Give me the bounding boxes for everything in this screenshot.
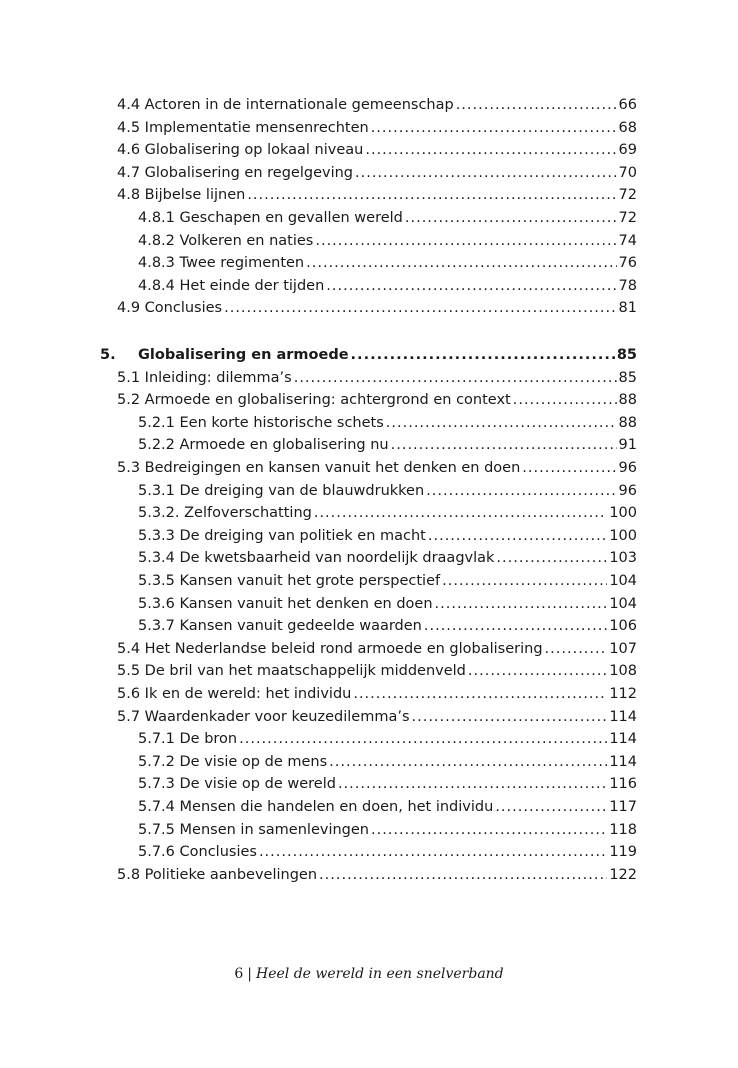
toc-entry-number: 4.6 [117, 142, 141, 159]
toc-entry[interactable] [138, 728, 637, 750]
toc-entry-text: Waardenkader voor keuzedilemma’s [144, 708, 410, 725]
toc-entry-number: 5.1 [117, 369, 141, 386]
toc-entry[interactable] [138, 819, 637, 841]
toc-entry-title [138, 230, 313, 252]
toc-entry[interactable] [117, 297, 637, 319]
toc-entry-text: Het Nederlandse beleid rond armoede en globalisering [144, 640, 543, 657]
toc-page-number: 122 [609, 866, 637, 883]
toc-entry-text: Inleiding: dilemma’s [144, 369, 292, 386]
toc-entry-text: De kwetsbaarheid van noordelijk draagvlak [179, 550, 495, 567]
toc-entry-number: 5.3.4 [138, 550, 175, 567]
toc-entry-text: De dreiging van politiek en macht [179, 527, 426, 544]
toc-entry[interactable] [138, 796, 637, 818]
toc-dot-leader [428, 525, 607, 547]
toc-entry-number: 5.2.2 [138, 437, 175, 454]
toc-page-number: 91 [618, 437, 637, 454]
toc-entry[interactable] [138, 502, 637, 524]
toc-entry[interactable] [117, 117, 637, 139]
toc-page-number: 108 [609, 663, 637, 680]
toc-entry[interactable] [138, 841, 637, 863]
toc-entry-text: Bijbelse lijnen [144, 187, 246, 204]
toc-entry-title [138, 207, 403, 229]
toc-entry-number: 4.7 [117, 164, 141, 181]
toc-entry-title [117, 683, 351, 705]
toc-entry[interactable] [138, 434, 637, 456]
toc-entry[interactable] [117, 389, 637, 411]
toc-page-number: 114 [609, 731, 637, 748]
toc-entry-title [138, 728, 237, 750]
toc-entry[interactable] [138, 230, 637, 252]
toc-entry-text: Kansen vanuit het denken en doen [179, 595, 433, 612]
toc-entry[interactable] [138, 751, 637, 773]
toc-dot-leader [468, 660, 607, 682]
toc-entry-title [117, 184, 245, 206]
toc-page-number: 104 [609, 595, 637, 612]
toc-page-number: 114 [609, 708, 637, 725]
toc-page-number: 74 [618, 232, 637, 249]
toc-entry-number: 5.3.2. [138, 505, 180, 522]
footer-page-number: 6 [234, 966, 244, 982]
toc-dot-leader [314, 502, 607, 524]
toc-entry[interactable] [138, 570, 637, 592]
toc-page-number: 106 [609, 618, 637, 635]
toc-entry-number: 5.3 [117, 460, 141, 476]
toc-entry-text: Globalisering en armoede [138, 347, 349, 363]
toc-entry-text: Mensen die handelen en doen, het individu [179, 799, 494, 815]
toc-entry-title [138, 434, 389, 456]
toc-dot-leader [355, 162, 617, 184]
toc-dot-leader [435, 593, 608, 615]
toc-dot-leader [319, 864, 607, 886]
toc-entry-title [117, 389, 511, 411]
toc-dot-leader [391, 434, 617, 456]
toc-entry-number: 4.8.3 [138, 255, 175, 272]
toc-dot-leader [424, 615, 607, 637]
toc-entry-title [117, 367, 292, 389]
toc-entry-number: 5.3.3 [138, 527, 175, 544]
toc-dot-leader [259, 841, 607, 863]
toc-entry-number: 5.3.6 [138, 595, 175, 612]
toc-dot-leader [329, 751, 607, 773]
toc-entry[interactable] [117, 864, 637, 886]
toc-entry-title [117, 457, 520, 479]
toc-entry-title [117, 94, 454, 116]
toc-entry[interactable] [117, 162, 637, 184]
toc-entry-title [117, 706, 410, 728]
toc-entry[interactable] [138, 252, 637, 274]
toc-page-number: 116 [609, 776, 637, 793]
footer-book-title: Heel de wereld in een snelverband [255, 966, 504, 982]
toc-page-number: 85 [618, 369, 637, 386]
toc-dot-leader [371, 819, 607, 841]
toc-dot-leader [224, 297, 616, 319]
toc-page-number: 103 [609, 550, 637, 567]
footer-separator: | [247, 966, 252, 982]
toc-entry[interactable] [117, 94, 637, 116]
toc-entry-number: 5.7.1 [138, 731, 175, 748]
toc-page-number: 69 [618, 142, 637, 159]
toc-entry-text: De bron [179, 731, 238, 748]
toc-entry-number: 5.3.1 [138, 482, 175, 499]
toc-page-number: 107 [609, 640, 637, 657]
toc-page-number: 118 [609, 821, 637, 838]
toc-entry-text: Kansen vanuit het grote perspectief [179, 573, 441, 589]
toc-dot-leader [315, 230, 616, 252]
toc-entry-number: 5.2 [117, 392, 141, 409]
toc-entry-number: 5. [100, 347, 116, 363]
toc-dot-leader [412, 706, 608, 728]
toc-entry[interactable] [138, 615, 637, 637]
toc-entry-text: Armoede en globalisering nu [179, 437, 389, 454]
toc-entry-title [138, 502, 312, 524]
toc-entry-text: Een korte historische schets [179, 414, 384, 431]
toc-page-number: 88 [618, 392, 637, 409]
toc-page-number: 70 [618, 164, 637, 181]
toc-entry-title [117, 162, 353, 184]
toc-page-number: 117 [609, 799, 637, 815]
toc-entry-title [138, 480, 424, 502]
toc-entry-number: 5.7 [117, 708, 141, 725]
toc-entry-text: Globalisering op lokaal niveau [144, 142, 364, 159]
toc-dot-leader [545, 638, 608, 660]
page-footer [0, 966, 738, 982]
toc-page-number: 96 [618, 460, 637, 476]
toc-entry-title [138, 593, 433, 615]
toc-chapter-entry[interactable] [100, 344, 637, 366]
toc-page-number: 100 [609, 527, 637, 544]
toc-entry-title [117, 117, 369, 139]
toc-entry-title [138, 615, 422, 637]
toc-entry-number: 5.7.4 [138, 799, 175, 815]
toc-dot-leader [239, 728, 607, 750]
toc-page-number: 119 [609, 844, 637, 861]
toc-page-number: 104 [609, 573, 637, 589]
toc-dot-leader [294, 367, 617, 389]
toc-entry-number: 4.9 [117, 300, 141, 317]
toc-entry[interactable] [138, 773, 637, 795]
toc-entry-number: 4.4 [117, 97, 141, 113]
toc-entry-number: 4.8.1 [138, 210, 175, 226]
toc-entry[interactable] [138, 480, 637, 502]
toc-entry[interactable] [138, 547, 637, 569]
toc-entry-text: Armoede en globalisering: achtergrond en context [144, 392, 511, 409]
toc-entry-title [117, 638, 543, 660]
toc-entry-number: 5.7.2 [138, 753, 175, 770]
toc-dot-leader [495, 796, 607, 818]
toc-entry-text: Ik en de wereld: het individu [144, 686, 352, 702]
toc-entry-number: 4.8.2 [138, 232, 175, 249]
toc-dot-leader [513, 389, 617, 411]
toc-entry-number: 5.4 [117, 640, 141, 657]
toc-page-number: 112 [609, 686, 637, 702]
toc-entry-title [117, 864, 317, 886]
toc-entry-title [138, 547, 494, 569]
toc-entry-text: De bril van het maatschappelijk middenveld [144, 663, 466, 680]
toc-entry[interactable] [138, 207, 637, 229]
toc-entry-title [117, 297, 222, 319]
toc-entry-text: De visie op de wereld [179, 776, 336, 793]
toc-dot-leader [522, 457, 616, 479]
toc-page-number: 66 [618, 97, 637, 113]
toc-page-number: 72 [618, 187, 637, 204]
toc-entry[interactable] [138, 412, 637, 434]
toc-entry-text: Politieke aanbevelingen [144, 866, 318, 883]
toc-entry[interactable] [117, 139, 637, 161]
toc-entry[interactable] [117, 184, 637, 206]
toc-dot-leader [496, 547, 607, 569]
toc-entry-text: Volkeren en naties [179, 232, 314, 249]
toc-dot-leader [365, 139, 616, 161]
toc-entry-title [138, 796, 493, 818]
toc-entry-title [138, 525, 426, 547]
toc-entry-title [138, 751, 327, 773]
toc-entry-title [117, 660, 466, 682]
toc-entry-text: Globalisering en regelgeving [144, 164, 353, 181]
toc-dot-leader [306, 252, 616, 274]
toc-page-number: 100 [609, 505, 637, 522]
toc-entry-number: 5.6 [117, 686, 141, 702]
toc-page-number: 72 [618, 210, 637, 226]
toc-entry[interactable] [117, 638, 637, 660]
toc-entry-text: Mensen in samenlevingen [179, 821, 369, 838]
toc-dot-leader [405, 207, 617, 229]
toc-entry[interactable] [117, 660, 637, 682]
toc-entry-text: Implementatie mensenrechten [144, 119, 369, 136]
toc-entry-text: De dreiging van de blauwdrukken [179, 482, 425, 499]
toc-entry-title [100, 344, 349, 366]
toc-entry-number: 5.5 [117, 663, 141, 680]
toc-dot-leader [442, 570, 607, 592]
toc-dot-leader [326, 275, 616, 297]
toc-page-number: 96 [618, 482, 637, 499]
toc-entry-text: Twee regimenten [179, 255, 305, 272]
toc-page-number: 114 [609, 753, 637, 770]
toc-entry-text: Geschapen en gevallen wereld [179, 210, 403, 226]
toc-entry-title [138, 841, 257, 863]
toc-entry-number: 5.2.1 [138, 414, 175, 431]
toc-page-number: 78 [618, 277, 637, 294]
toc-page-number: 85 [616, 347, 637, 363]
toc-entry-title [138, 252, 304, 274]
toc-dot-leader [456, 94, 617, 116]
toc-entry-title [138, 773, 336, 795]
toc-entry-number: 5.7.5 [138, 821, 175, 838]
toc-entry[interactable] [117, 457, 637, 479]
toc-entry-text: Actoren in de internationale gemeenschap [144, 97, 454, 113]
toc-entry-title [117, 139, 363, 161]
toc-entry-number: 5.3.7 [138, 618, 175, 635]
toc-entry-number: 5.7.3 [138, 776, 175, 793]
toc-entry-number: 5.3.5 [138, 573, 175, 589]
toc-entry-title [138, 412, 384, 434]
toc-entry-text: Zelfoverschatting [184, 505, 312, 522]
toc-page-number: 88 [618, 414, 637, 431]
toc-dot-leader [353, 683, 607, 705]
toc-entry-title [138, 275, 324, 297]
toc-entry-text: Bedreigingen en kansen vanuit het denken en doen [144, 460, 521, 476]
toc-entry-number: 5.7.6 [138, 844, 175, 861]
toc-entry[interactable] [117, 683, 637, 705]
toc-dot-leader [351, 344, 615, 366]
toc-entry[interactable] [138, 275, 637, 297]
toc-entry[interactable] [138, 593, 637, 615]
toc-page-number: 76 [618, 255, 637, 272]
toc-page-number: 81 [618, 300, 637, 317]
toc-entry-number: 4.8 [117, 187, 141, 204]
toc-entry-number: 4.8.4 [138, 277, 175, 294]
toc-entry-text: Conclusies [144, 300, 223, 317]
toc-entry[interactable] [117, 367, 637, 389]
toc-entry[interactable] [138, 525, 637, 547]
toc-entry-text: De visie op de mens [179, 753, 328, 770]
toc-entry-number: 5.8 [117, 866, 141, 883]
toc-entry-number: 4.5 [117, 119, 141, 136]
toc-dot-leader [371, 117, 617, 139]
toc-dot-leader [426, 480, 616, 502]
toc-dot-leader [386, 412, 617, 434]
toc-entry[interactable] [117, 706, 637, 728]
toc-dot-leader [338, 773, 607, 795]
toc-page-number: 68 [618, 119, 637, 136]
toc-entry-title [138, 819, 369, 841]
toc-entry-text: Conclusies [179, 844, 257, 861]
toc-entry-text: Kansen vanuit gedeelde waarden [179, 618, 422, 635]
toc-entry-title [138, 570, 440, 592]
toc-dot-leader [247, 184, 616, 206]
toc-entry-text: Het einde der tijden [179, 277, 325, 294]
